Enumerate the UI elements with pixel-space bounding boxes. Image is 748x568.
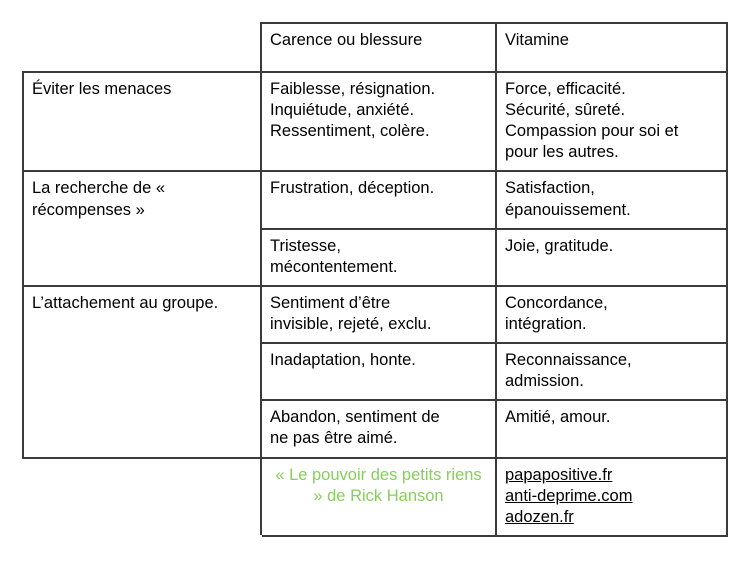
header-cell-deficiency: Carence ou blessure: [261, 23, 496, 72]
source-quote: « Le pouvoir des petits riens » de Rick Hanson: [261, 458, 496, 536]
cell-vitamin: [496, 286, 727, 343]
cell-deficiency: [261, 343, 496, 400]
cell-deficiency: [261, 171, 496, 228]
table-row: [23, 171, 727, 228]
cell-line: intégration.: [505, 314, 587, 333]
cell-line: Tristesse,: [270, 236, 341, 255]
cell-line: Sécurité, sûreté.: [505, 101, 626, 120]
cell-line: épanouissement.: [505, 200, 631, 219]
cell-line: Inquiétude, anxiété.: [270, 101, 415, 120]
cell-line: Satisfaction,: [505, 179, 595, 198]
table-row: [23, 286, 727, 343]
cell-line: Ressentiment, colère.: [270, 122, 430, 141]
row-label-avoid-threats: Éviter les menaces: [23, 72, 261, 171]
cell-line: Amitié, amour.: [505, 408, 611, 427]
needs-vitamins-table: [22, 22, 728, 537]
header-cell-blank: [23, 23, 261, 72]
cell-line: admission.: [505, 372, 584, 391]
cell-vitamin: [496, 343, 727, 400]
table-header-row: [23, 23, 727, 72]
table-footer-row: [23, 458, 727, 536]
cell-deficiency: [261, 229, 496, 286]
cell-line: mécontentement.: [270, 257, 398, 276]
cell-line: Sentiment d’être: [270, 293, 391, 312]
cell-line: Frustration, déception.: [270, 179, 435, 198]
cell-vitamin: [496, 229, 727, 286]
cell-line: pour les autres.: [505, 143, 619, 162]
cell-line: Reconnaissance,: [505, 351, 632, 370]
cell-line: Joie, gratitude.: [505, 236, 614, 255]
cell-line: ne pas être aimé.: [270, 429, 398, 448]
link-adozen[interactable]: adozen.fr: [505, 507, 574, 526]
link-papapositive[interactable]: papapositive.fr: [505, 465, 613, 484]
cell-line: invisible, rejeté, exclu.: [270, 314, 432, 333]
cell-vitamin: [496, 400, 727, 457]
cell-line: Concordance,: [505, 293, 608, 312]
cell-line: Force, efficacité.: [505, 80, 626, 98]
header-cell-vitamin: Vitamine: [496, 23, 727, 72]
cell-deficiency: [261, 400, 496, 457]
link-anti-deprime[interactable]: anti-deprime.com: [505, 486, 633, 505]
cell-vitamin: [496, 171, 727, 228]
cell-deficiency: [261, 286, 496, 343]
cell-line: Inadaptation, honte.: [270, 351, 416, 370]
cell-line: Abandon, sentiment de: [270, 408, 440, 427]
row-label-group-attachment: L’attachement au groupe.: [23, 286, 261, 458]
cell-line: Faiblesse, résignation.: [270, 80, 436, 98]
row-label-seek-rewards: La recherche de « récompenses »: [23, 171, 261, 285]
cell-vitamin: [496, 72, 727, 171]
cell-line: Compassion pour soi et: [505, 122, 679, 141]
source-links: [496, 458, 727, 536]
cell-deficiency: [261, 72, 496, 171]
footer-cell-blank: [23, 458, 261, 536]
table-row: [23, 72, 727, 171]
